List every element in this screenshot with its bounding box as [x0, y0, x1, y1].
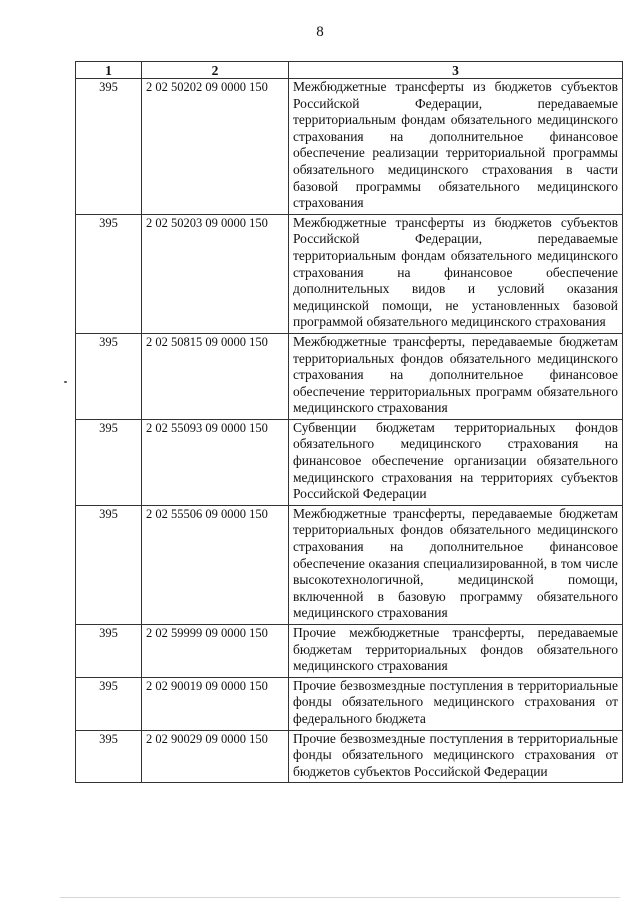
revenue-name-cell: Прочие межбюджетные трансферты, передаваемые бюджетам территориальных фондов обязательного медицинского страхования [289, 625, 623, 678]
table-row [76, 214, 623, 333]
table-row [76, 677, 623, 730]
table-row [76, 625, 623, 678]
revenue-codes-table [75, 61, 623, 783]
table-row [76, 333, 623, 419]
table-row [76, 419, 623, 505]
admin-code-cell: 395 [76, 214, 142, 333]
revenue-name-cell: Межбюджетные трансферты, передаваемые бюджетам территориальных фондов обязательного медицинского страхования на дополнительное финансовое обеспечение оказания специализированной, в том числе высокотехнологичной, медицинской помощи, включенной в базовую программу обязательного медицинского страхования [289, 505, 623, 624]
revenue-code-cell: 2 02 55506 09 0000 150 [142, 505, 289, 624]
revenue-name-cell: Субвенции бюджетам территориальных фондов обязательного медицинского страхования на финансовое обеспечение организации обязательного медицинского страхования на территориях субъектов Российской Федерации [289, 419, 623, 505]
revenue-name-cell: Межбюджетные трансферты, передаваемые бюджетам территориальных фондов обязательного медицинского страхования на дополнительное финансовое обеспечение территориальных программ обязательного медицинского страхования [289, 333, 623, 419]
table-row [76, 730, 623, 783]
revenue-name-cell: Межбюджетные трансферты из бюджетов субъектов Российской Федерации, передаваемые территориальным фондам обязательного медицинского страхования на финансовое обеспечение дополнительных видов и условий оказания медицинской помощи, не установленных базовой программой обязательного медицинского страхования [289, 214, 623, 333]
revenue-code-cell: 2 02 50203 09 0000 150 [142, 214, 289, 333]
revenue-code-cell: 2 02 55093 09 0000 150 [142, 419, 289, 505]
revenue-code-cell: 2 02 90029 09 0000 150 [142, 730, 289, 783]
scan-speck [64, 381, 67, 383]
admin-code-cell: 395 [76, 730, 142, 783]
revenue-name-cell: Межбюджетные трансферты из бюджетов субъектов Российской Федерации, передаваемые территориальным фондам обязательного медицинского страхования на дополнительное финансовое обеспечение реализации территориальной программы обязательного медицинского страхования в части базовой программы обязательного медицинского страхования [289, 79, 623, 215]
table-row [76, 79, 623, 215]
admin-code-cell: 395 [76, 79, 142, 215]
admin-code-cell: 395 [76, 505, 142, 624]
scan-edge-line [60, 897, 620, 898]
admin-code-cell: 395 [76, 677, 142, 730]
revenue-name-cell: Прочие безвозмездные поступления в территориальные фонды обязательного медицинского страхования от федерального бюджета [289, 677, 623, 730]
admin-code-cell: 395 [76, 419, 142, 505]
column-header-3: 3 [289, 62, 623, 79]
table-row [76, 505, 623, 624]
admin-code-cell: 395 [76, 625, 142, 678]
revenue-code-cell: 2 02 90019 09 0000 150 [142, 677, 289, 730]
revenue-name-cell: Прочие безвозмездные поступления в территориальные фонды обязательного медицинского страхования от бюджетов субъектов Российской Федерации [289, 730, 623, 783]
column-header-1: 1 [76, 62, 142, 79]
page-number: 8 [316, 24, 324, 40]
revenue-code-cell: 2 02 50202 09 0000 150 [142, 79, 289, 215]
admin-code-cell: 395 [76, 333, 142, 419]
revenue-code-cell: 2 02 59999 09 0000 150 [142, 625, 289, 678]
revenue-code-cell: 2 02 50815 09 0000 150 [142, 333, 289, 419]
column-header-2: 2 [142, 62, 289, 79]
table-header-row [76, 62, 623, 79]
